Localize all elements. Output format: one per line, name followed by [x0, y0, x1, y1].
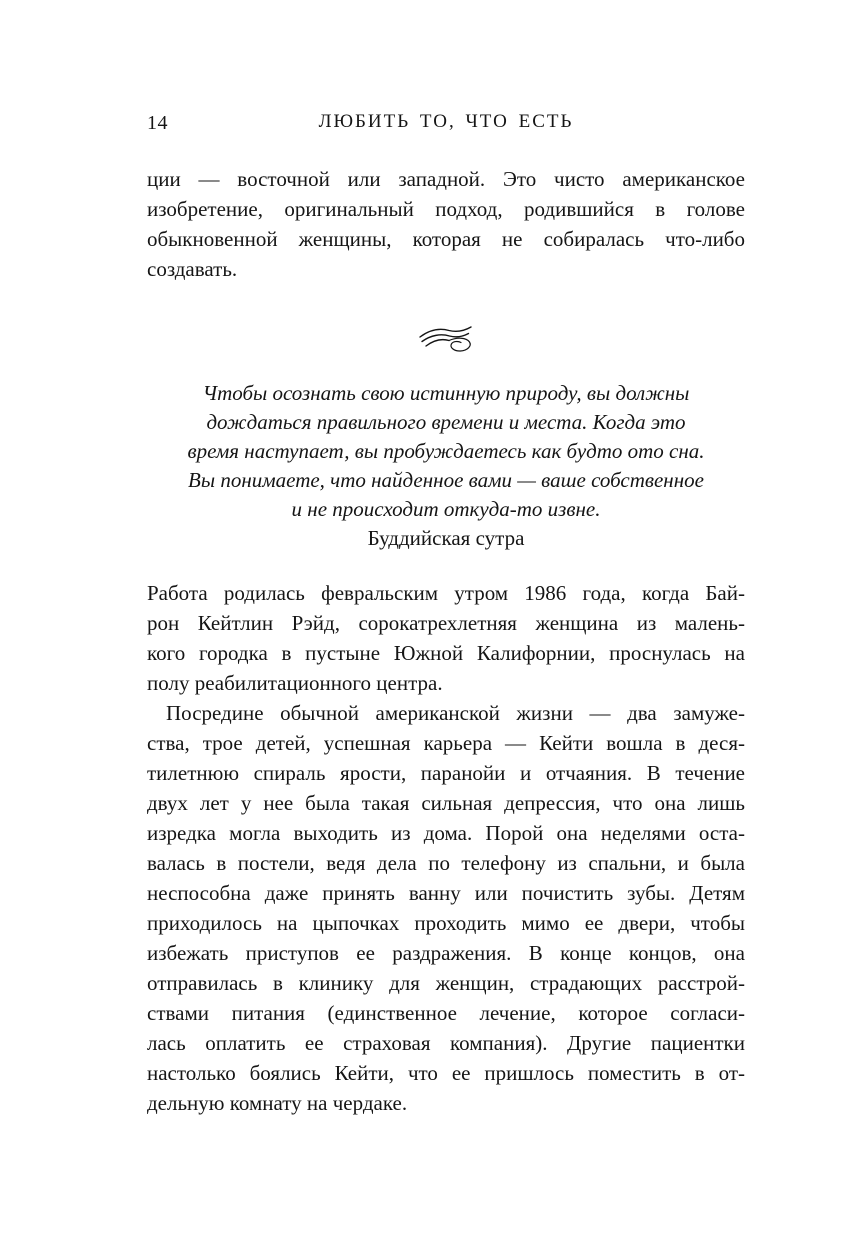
running-title: ЛЮБИТЬ ТО, ЧТО ЕСТЬ — [318, 111, 574, 132]
text-line: дождаться правильного времени и места. Когда это — [206, 410, 686, 434]
body-paragraph — [147, 698, 745, 1118]
text-line: дельную комнату на чердаке. — [147, 1091, 408, 1115]
text-line: лась оплатить ее страховая компания). Другие пациентки — [147, 1031, 745, 1055]
text-line: двух лет у нее была такая сильная депрессия, что она лишь — [147, 791, 745, 815]
text-line: Работа родилась февральским утром 1986 года, когда Бай- — [147, 581, 745, 605]
text-line: ства, трое детей, успешная карьера — Кейти вошла в деся- — [147, 731, 745, 755]
text-line: приходилось на цыпочках проходить мимо ее двери, чтобы — [147, 911, 745, 935]
text-line: изредка могла выходить из дома. Порой она неделями оста- — [147, 821, 745, 845]
body-paragraph — [147, 164, 745, 284]
text-line: создавать. — [147, 257, 238, 281]
text-line: валась в постели, ведя дела по телефону из спальни, и была — [147, 851, 745, 875]
text-line: настолько боялись Кейти, что ее пришлось поместить в от- — [147, 1061, 745, 1085]
text-line: Вы понимаете, что найденное вами — ваше собственное — [188, 468, 704, 492]
text-line: тилетнюю спираль ярости, паранойи и отчаяния. В течение — [147, 761, 745, 785]
text-line: Посредине обычной американской жизни — два замуже- — [166, 701, 745, 725]
page-number: 14 — [147, 112, 168, 134]
text-line: неспособна даже принять ванну или почистить зубы. Детям — [147, 881, 745, 905]
text-line: ствами питания (единственное лечение, которое согласи- — [147, 1001, 745, 1025]
text-line: обыкновенной женщины, которая не собиралась что-либо — [147, 227, 745, 251]
section-divider — [147, 326, 745, 352]
text-line: отправилась в клинику для женщин, страдающих расстрой- — [147, 971, 745, 995]
text-line: полу реабилитационного центра. — [147, 671, 443, 695]
text-line: рон Кейтлин Рэйд, сорокатрехлетняя женщина из малень- — [147, 611, 745, 635]
epigraph-attribution: Буддийская сутра — [367, 526, 525, 550]
text-line: время наступает, вы пробуждаетесь как будто ото сна. — [187, 439, 705, 463]
text-line: избежать приступов ее раздражения. В конце концов, она — [147, 941, 745, 965]
text-line: и не происходит откуда-то извне. — [291, 497, 601, 521]
text-line: изобретение, оригинальный подход, родившийся в голове — [147, 197, 745, 221]
wave-flourish-icon — [419, 326, 473, 352]
text-line: кого городка в пустыне Южной Калифорнии, проснулась на — [147, 641, 745, 665]
text-column — [147, 111, 745, 1118]
body-paragraph — [147, 578, 745, 698]
text-line: Чтобы осознать свою истинную природу, вы должны — [202, 381, 690, 405]
text-line: ции — восточной или западной. Это чисто американское — [147, 167, 745, 191]
page-header — [147, 111, 745, 137]
epigraph-quote — [147, 379, 745, 524]
